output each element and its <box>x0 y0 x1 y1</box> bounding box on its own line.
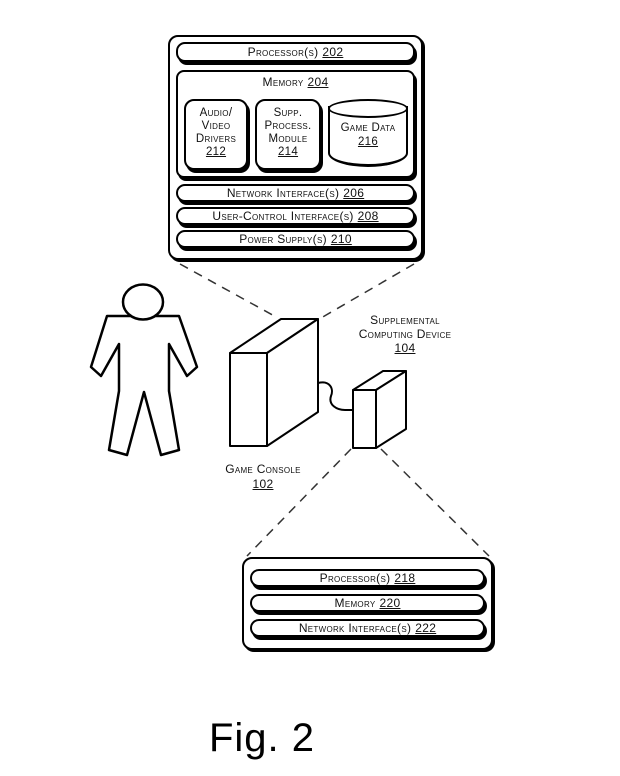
connection-dashed-lines <box>180 264 489 556</box>
network-206-label: Network Interface(s) <box>226 186 340 200</box>
user-control-208-label: User-Control Interface(s) <box>212 209 354 223</box>
memory-220-bar <box>250 594 485 612</box>
memory-220-label: Memory <box>334 596 376 610</box>
game-data-text <box>328 121 408 149</box>
power-210-label: Power Supply(s) <box>239 232 327 246</box>
supplemental-computing-device-label <box>325 314 485 356</box>
game-data-label: Game Data <box>340 122 396 134</box>
supp-line2: Process. <box>264 120 312 132</box>
network-interfaces-206-bar <box>176 184 415 202</box>
cable-connector <box>318 382 353 410</box>
supplemental-label-line2: Computing Device <box>358 326 452 341</box>
av-line2: Video <box>201 120 231 132</box>
game-console-label-ref: 102 <box>252 476 274 491</box>
network-interfaces-222-bar <box>250 619 485 637</box>
cylinder-top <box>328 99 408 118</box>
memory-204-ref: 204 <box>307 75 329 89</box>
supp-process-module-214-box <box>255 99 321 170</box>
processor-218-bar <box>250 569 485 587</box>
processor-202-ref: 202 <box>322 45 344 59</box>
user-control-208-ref: 208 <box>357 209 379 223</box>
game-console-3d <box>230 319 318 446</box>
network-222-ref: 222 <box>415 621 437 635</box>
processor-218-label: Processor(s) <box>319 571 391 585</box>
dashed-line-console-left <box>180 264 278 318</box>
av-ref: 212 <box>205 146 227 158</box>
person-figure <box>91 285 197 456</box>
console-front-face <box>230 353 267 446</box>
device-front-face <box>353 390 376 448</box>
network-206-ref: 206 <box>343 186 365 200</box>
person-head <box>123 285 163 320</box>
av-line1: Audio/ <box>199 107 233 119</box>
supp-line3: Module <box>268 133 308 145</box>
game-console-label-text: Game Console <box>225 462 301 476</box>
processor-202-label: Processor(s) <box>247 45 319 59</box>
power-supply-210-bar <box>176 230 415 248</box>
memory-220-ref: 220 <box>379 596 401 610</box>
game-data-ref: 216 <box>357 136 379 148</box>
power-210-ref: 210 <box>330 232 352 246</box>
processor-218-ref: 218 <box>394 571 416 585</box>
figure-caption: Fig. 2 <box>208 716 316 760</box>
memory-204-title <box>176 75 415 89</box>
supplemental-label-ref: 104 <box>394 341 416 355</box>
processor-202-bar <box>176 42 415 62</box>
supplemental-label-line1: Supplemental <box>370 313 440 327</box>
dashed-line-device-right <box>381 449 489 556</box>
av-line3: Drivers <box>195 133 237 145</box>
supplemental-device-3d <box>353 371 406 448</box>
network-222-label: Network Interface(s) <box>298 621 412 635</box>
user-control-interfaces-208-bar <box>176 207 415 225</box>
dashed-line-console-right <box>321 264 414 318</box>
audio-video-drivers-212-box <box>184 99 248 170</box>
supp-line1: Supp. <box>273 107 303 119</box>
supp-ref: 214 <box>277 146 299 158</box>
game-console-label <box>193 463 333 491</box>
game-data-216-cylinder <box>328 99 408 167</box>
person-body <box>91 316 197 455</box>
memory-204-label: Memory <box>262 75 304 89</box>
